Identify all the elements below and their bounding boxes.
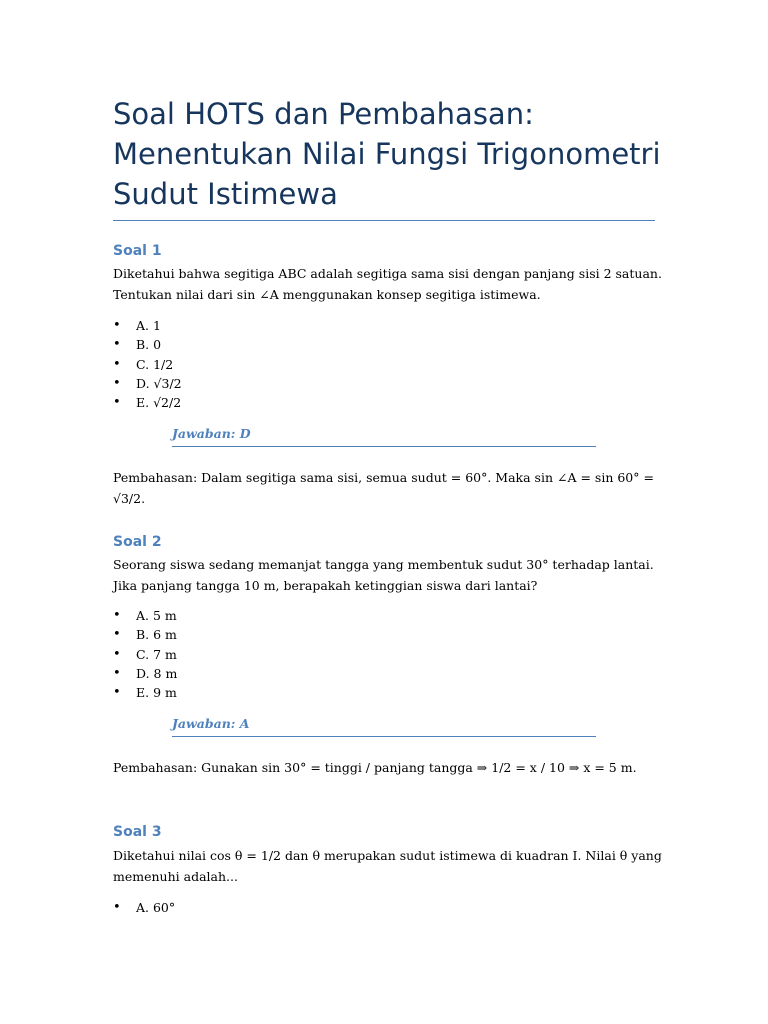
option-item (113, 625, 177, 644)
question-1-explanation: Pembahasan: Dalam segitiga sama sisi, semua sudut = 60°. Maka sin ∠A = sin 60° = √3/2. (113, 470, 654, 506)
title-divider (113, 220, 655, 221)
question-2-text: Seorang siswa sedang memanjat tangga yang membentuk sudut 30° terhadap lantai. Jika panjang tangga 10 m, berapakah ketinggian siswa dari lantai? (113, 557, 654, 593)
option-item (113, 664, 177, 683)
bullet-icon: • (113, 608, 121, 623)
option-label: C. 1/2 (136, 356, 174, 372)
option-label: B. 0 (136, 337, 162, 353)
bullet-icon: • (113, 627, 121, 643)
bullet-icon: • (113, 900, 121, 915)
bullet-icon: • (113, 356, 121, 372)
option-item (113, 606, 177, 625)
question-3-heading: Soal 3 (113, 824, 162, 840)
bullet-icon: • (113, 375, 121, 391)
question-2-options (113, 606, 177, 702)
option-label: D. √3/2 (136, 375, 182, 391)
option-label: D. 8 m (136, 665, 178, 681)
option-label: B. 6 m (136, 627, 177, 643)
option-label: E. 9 m (136, 685, 177, 701)
question-1-answer: Jawaban: D (172, 426, 596, 447)
option-label: C. 7 m (136, 646, 177, 662)
question-2-answer: Jawaban: A (172, 716, 596, 737)
option-item (113, 898, 175, 917)
option-item (113, 683, 177, 702)
bullet-icon: • (113, 395, 121, 411)
option-label: A. 1 (136, 318, 161, 333)
question-1-options (113, 316, 182, 412)
option-item (113, 335, 182, 354)
bullet-icon: • (113, 318, 121, 333)
question-1-text: Diketahui bahwa segitiga ABC adalah segitiga sama sisi dengan panjang sisi 2 satuan. Tentukan nilai dari sin ∠A menggunakan konsep segitiga istimewa. (113, 266, 662, 302)
bullet-icon: • (113, 665, 121, 681)
option-item (113, 393, 182, 412)
document-title: Soal HOTS dan Pembahasan: Menentukan Nilai Fungsi Trigonometri Sudut Istimewa (113, 97, 661, 211)
question-3-text: Diketahui nilai cos θ = 1/2 dan θ merupakan sudut istimewa di kuadran I. Nilai θ yang memenuhi adalah... (113, 848, 662, 884)
option-label: E. √2/2 (136, 395, 182, 411)
option-label: A. 5 m (136, 608, 177, 623)
option-item (113, 645, 177, 664)
option-item (113, 374, 182, 393)
bullet-icon: • (113, 337, 121, 353)
bullet-icon: • (113, 646, 121, 662)
question-2-heading: Soal 2 (113, 534, 162, 550)
question-1-heading: Soal 1 (113, 243, 162, 259)
option-item (113, 355, 182, 374)
option-label: A. 60° (136, 900, 176, 915)
bullet-icon: • (113, 685, 121, 701)
question-2-explanation: Pembahasan: Gunakan sin 30° = tinggi / panjang tangga ⇒ 1/2 = x / 10 ⇒ x = 5 m. (113, 760, 637, 775)
question-3-options (113, 898, 175, 917)
option-item (113, 316, 182, 335)
